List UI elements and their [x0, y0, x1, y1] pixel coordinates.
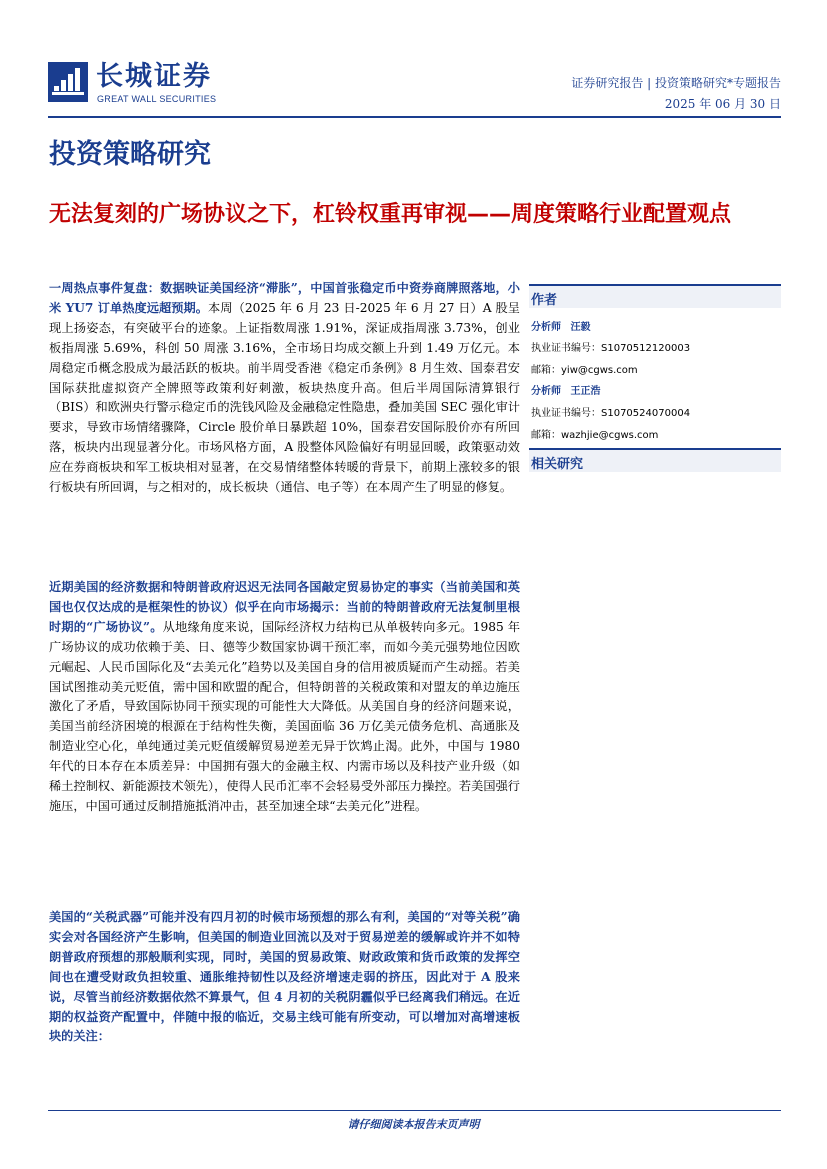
authors-header: 作者	[529, 284, 781, 308]
paragraph-body: 从地缘角度来说，国际经济权力结构已从单极转向多元。1985 年广场协议的成功依赖于美、日、德等少数国家协调干预汇率，而如今美元强势地位因欧元崛起、人民币国际化及“去美元化”趋势以及美国自身的信用被质疑而产生动摇。若美国试图推动美元贬值，需中国和欧盟的配合，但特朗普的关税政策和对盟友的单边施压激化了矛盾，导致国际协同干预实现的可能性大大降低。从美国自身的经济问题来说，美国当前经济困境的根源在于结构性失衡，美国面临 36 万亿美元债务危机、高通胀及制造业空心化，单纯通过美元贬值缓解贸易逆差无异于饮鸩止渴。此外，中国与 1980 年代的日本存在本质差异：中国拥有强大的金融主权、内需市场以及科技产业升级（如稀土控制权、新能源技术领先），使得人民币汇率不会轻易受外部压力操控。若美国强行施压，中国可通过反制措施抵消冲击，甚至加速全球“去美元化”进程。	[49, 619, 521, 813]
header-divider	[48, 116, 781, 118]
logo-text-en: GREAT WALL SECURITIES	[97, 94, 217, 104]
author-name: 王正浩	[570, 386, 601, 397]
author-cert: 执业证书编号：S1070524070004	[531, 408, 691, 419]
footer-disclaimer: 请仔细阅读本报告末页声明	[347, 1118, 480, 1131]
paragraph-lead: 美国的“关税武器”可能并没有四月初的时候市场预想的那么有利，美国的“对等关税”确实会对各国经济产生影响，但美国的制造业回流以及对于贸易逆差的缓解或许并不如特朗普政府预想的那般顺利实现，同时，美国的贸易政策、财政政策和货币政策的发挥空间也在遭受财政负担较重、通胀维持韧性以及经济增速走弱的挤压，因此对于 A 股来说，尽管当前经济数据依然不算景气，但 4 月初的关税阴霾似乎已经离我们稍远。在近期的权益资产配置中，伴随中报的临近，交易主线可能有所变动，可以增加对高增速板块的关注：	[49, 910, 520, 1044]
report-date: 2025 年 06 月 30 日	[664, 97, 781, 111]
paragraph-lead: 近期美国的经济数据和特朗普政府迟迟无法同各国敲定贸易协定的事实（当前美国和英国也仅仅达成的是框架性的协议）似乎在向市场揭示：当前的特朗普政府无法复制里根时期的“广场协议”。	[49, 580, 520, 634]
section-title: 投资策略研究	[49, 139, 211, 170]
author-email: 邮箱：wazhjie@cgws.com	[531, 430, 659, 441]
logo-text-cn: 长城证券	[96, 61, 212, 92]
paragraph-weekly-review	[49, 279, 520, 498]
email-link[interactable]: yiw@cgws.com	[561, 365, 638, 376]
author-row: 分析师 王正浩	[531, 386, 601, 397]
email-link[interactable]: wazhjie@cgws.com	[561, 430, 659, 441]
paragraph-body: 本周（2025 年 6 月 23 日-2025 年 6 月 27 日）A 股呈现上扬姿态，有突破平台的迹象。上证指数周涨 1.91%，深证成指周涨 3.73%，创业板指周涨 5.69%，科创 50 周涨 3.16%，全市场日均成交额上升到 1.49 万亿元。本周稳定币概念股成为最活跃的板块。前半周受香港《稳定币条例》8 月生效、国泰君安国际获批虚拟资产全牌照等政策利好刺激，板块热度升高。但后半周国际清算银行（BIS）和欧洲央行警示稳定币的洗钱风险及金融稳定性隐患，叠加美国 SEC 强化审计要求，导致市场情绪骤降，Circle 股价单日暴跌超 10%，国泰君安国际股价亦有所回落，板块内出现显著分化。市场风格方面，A 股整体风险偏好有明显回暖，政策驱动效应在券商板块和军工板块相对显著，在交易情绪整体转暖的背景下，前期上涨较多的银行板块有所回调，与之相对的，成长板块（通信、电子等）在本周产生了明显的修复。	[49, 300, 520, 495]
paragraph-lead: 一周热点事件复盘：数据映证美国经济“滞胀”，中国首张稳定币中资券商牌照落地，小米 YU7 订单热度远超预期。	[49, 281, 520, 315]
footer-divider	[48, 1110, 781, 1111]
logo-icon	[48, 62, 88, 102]
report-type: 证券研究报告 | 投资策略研究*专题报告	[571, 76, 781, 90]
author-email: 邮箱：yiw@cgws.com	[531, 365, 638, 376]
author-row: 分析师 汪毅	[531, 322, 591, 333]
paragraph-tariff	[49, 908, 520, 1047]
author-cert: 执业证书编号：S1070512120003	[531, 343, 691, 354]
paragraph-plaza-accord	[49, 578, 520, 817]
report-title: 无法复刻的广场协议之下，杠铃权重再审视——周度策略行业配置观点	[49, 202, 732, 227]
related-research-header: 相关研究	[529, 448, 781, 472]
author-name: 汪毅	[570, 322, 591, 333]
